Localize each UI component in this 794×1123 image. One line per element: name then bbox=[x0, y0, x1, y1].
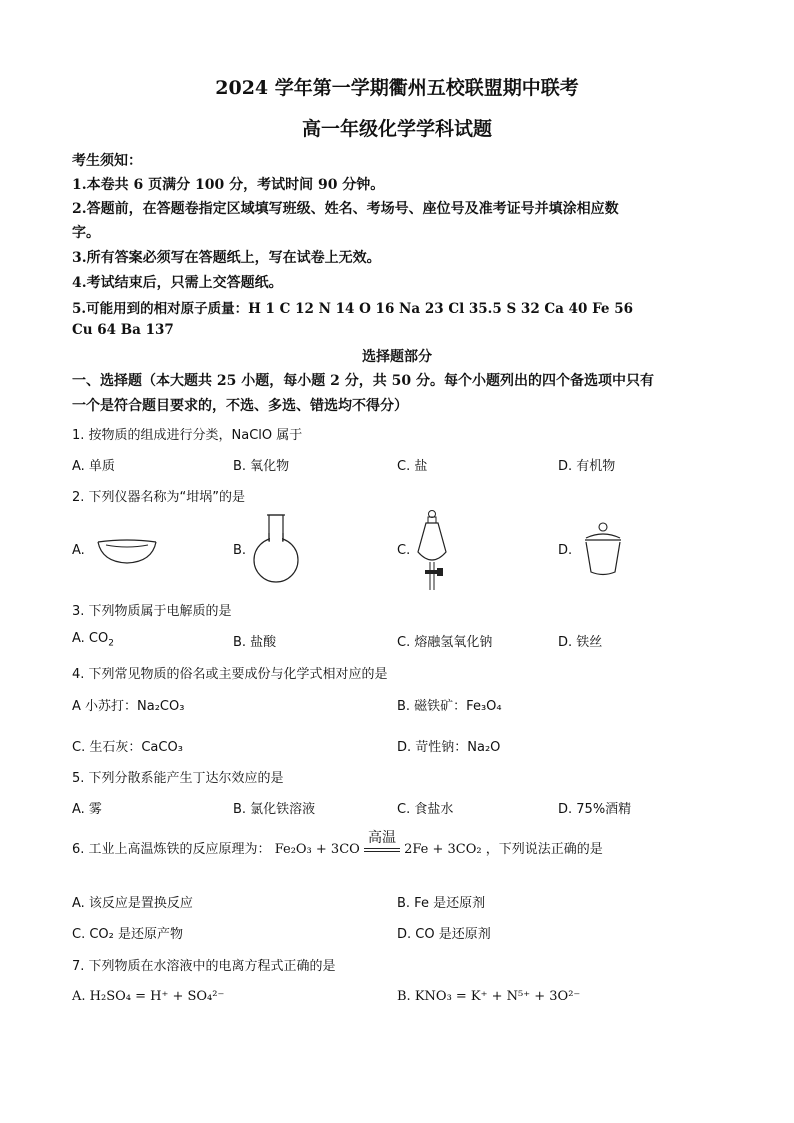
q2-option-b: B. bbox=[233, 543, 247, 558]
question-4-stem: 4. 下列常见物质的俗名或主要成份与化学式相对应的是 bbox=[72, 667, 388, 682]
notice-item-2: 2.答题前，在答题卷指定区域填写班级、姓名、考场号、座位号及准考证号并填涂相应数 bbox=[72, 201, 619, 217]
q1-option-b: B. 氧化物 bbox=[233, 459, 290, 474]
q6-condition: 高温 bbox=[367, 829, 396, 846]
q6-reaction-arrow bbox=[364, 829, 400, 857]
q5-option-a: A. 雾 bbox=[72, 802, 102, 817]
q4-option-c: C. 生石灰：CaCO₃ bbox=[72, 740, 183, 755]
q3-option-a bbox=[72, 631, 114, 649]
q5-option-b: B. 氯化铁溶液 bbox=[233, 802, 316, 817]
question-6-stem bbox=[72, 829, 603, 857]
q7-option-b: B. KNO₃ = K⁺ + N⁵⁺ + 3O²⁻ bbox=[397, 989, 581, 1004]
q4-option-b: B. 磁铁矿：Fe₃O₄ bbox=[397, 699, 502, 714]
round-flask-icon bbox=[252, 513, 302, 585]
q6-option-d: D. CO 是还原剂 bbox=[397, 927, 491, 942]
q3-option-b: B. 盐酸 bbox=[233, 635, 277, 650]
q1-option-d: D. 有机物 bbox=[558, 459, 616, 474]
notice-item-3: 3.所有答案必须写在答题纸上，写在试卷上无效。 bbox=[72, 250, 381, 266]
section-label: 选择题部分 bbox=[362, 349, 432, 365]
notice-item-5: 5.可能用到的相对原子质量：H 1 C 12 N 14 O 16 Na 23 Cl 35.5 S 32 Ca 40 Fe 56 bbox=[72, 301, 634, 317]
q2-option-c: C. bbox=[397, 543, 411, 558]
separatory-funnel-icon bbox=[414, 508, 450, 592]
notice-item-1: 1.本卷共 6 页满分 100 分，考试时间 90 分钟。 bbox=[72, 177, 385, 193]
q2-option-a: A. bbox=[72, 543, 85, 558]
crucible-icon bbox=[582, 520, 624, 578]
q6-stem-pre: 6. 工业上高温炼铁的反应原理为： bbox=[72, 842, 271, 857]
q4-option-d: D. 苛性钠：Na₂O bbox=[397, 740, 501, 755]
q1-option-c: C. 盐 bbox=[397, 459, 428, 474]
q5-option-d: D. 75%酒精 bbox=[558, 802, 632, 817]
question-5-stem: 5. 下列分散系能产生丁达尔效应的是 bbox=[72, 771, 284, 786]
exam-title: 2024 学年第一学期衢州五校联盟期中联考 bbox=[215, 77, 579, 99]
evaporating-dish-icon bbox=[96, 536, 158, 566]
q6-option-a: A. 该反应是置换反应 bbox=[72, 896, 193, 911]
q6-eq-right: 2Fe + 3CO₂ bbox=[404, 842, 482, 857]
q5-option-c: C. 食盐水 bbox=[397, 802, 454, 817]
q3-option-a-sub: 2 bbox=[108, 638, 114, 649]
notice-heading: 考生须知： bbox=[72, 153, 142, 169]
notice-item-2-cont: 字。 bbox=[72, 225, 100, 241]
q3-option-c: C. 熔融氢氧化钠 bbox=[397, 635, 493, 650]
q6-stem-post: ，下列说法正确的是 bbox=[485, 842, 603, 857]
notice-item-4: 4.考试结束后，只需上交答题纸。 bbox=[72, 275, 283, 291]
question-1-stem: 1. 按物质的组成进行分类，NaClO 属于 bbox=[72, 428, 303, 443]
q6-equals-line-2 bbox=[364, 851, 400, 852]
q1-option-a: A. 单质 bbox=[72, 459, 115, 474]
q3-option-d: D. 铁丝 bbox=[558, 635, 603, 650]
question-7-stem: 7. 下列物质在水溶液中的电离方程式正确的是 bbox=[72, 959, 336, 974]
section-instruction-1: 一、选择题（本大题共 25 小题，每小题 2 分，共 50 分。每个小题列出的四个备选项中只有 bbox=[72, 373, 654, 389]
notice-item-5-cont: Cu 64 Ba 137 bbox=[72, 322, 174, 338]
q6-equals-line bbox=[364, 848, 400, 849]
q4-option-a: A 小苏打：Na₂CO₃ bbox=[72, 699, 185, 714]
q2-option-d: D. bbox=[558, 543, 573, 558]
section-instruction-2: 一个是符合题目要求的，不选、多选、错选均不得分） bbox=[72, 398, 408, 414]
q6-option-c: C. CO₂ 是还原产物 bbox=[72, 927, 183, 942]
q7-option-a: A. H₂SO₄ = H⁺ + SO₄²⁻ bbox=[72, 989, 225, 1004]
q6-eq-left: Fe₂O₃ + 3CO bbox=[274, 842, 360, 857]
question-2-stem: 2. 下列仪器名称为“坩埚”的是 bbox=[72, 490, 246, 505]
exam-subtitle: 高一年级化学学科试题 bbox=[301, 118, 492, 140]
question-3-stem: 3. 下列物质属于电解质的是 bbox=[72, 604, 232, 619]
q6-option-b: B. Fe 是还原剂 bbox=[397, 896, 486, 911]
q3-option-a-text: A. CO bbox=[72, 631, 109, 646]
